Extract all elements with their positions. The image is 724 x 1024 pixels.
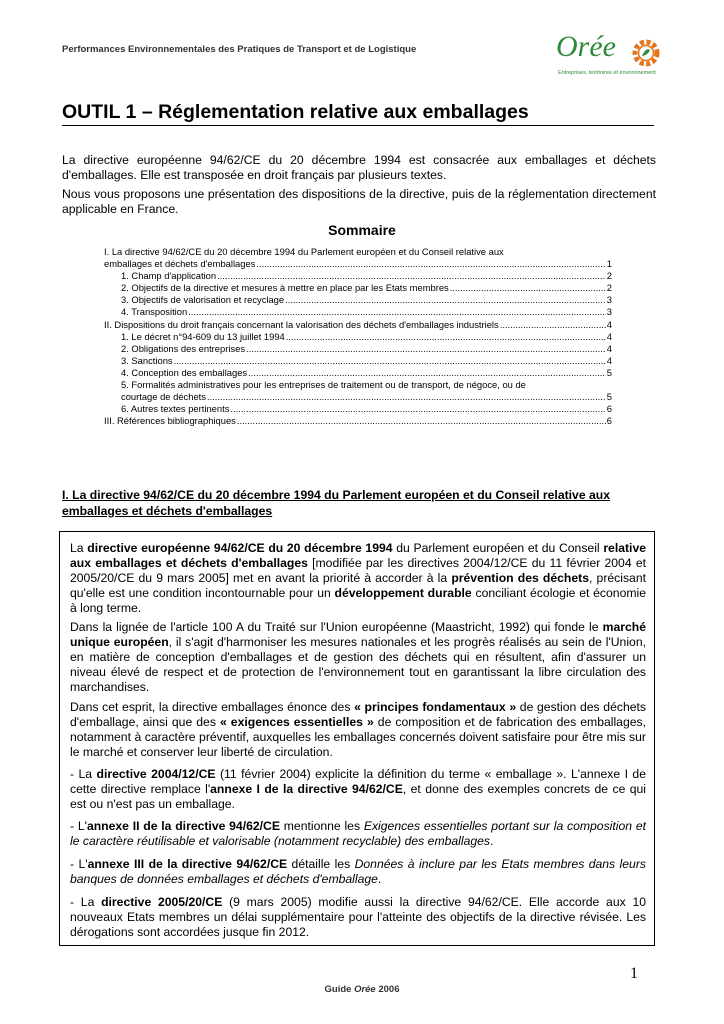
toc-leader (174, 355, 606, 367)
toc-leader (188, 306, 606, 318)
toc-wrap-line[interactable]: 5. Formalités administratives pour les entreprises de traitement ou de transport, de négoce, ou de (121, 379, 526, 391)
toc-page-number: 4 (606, 330, 612, 342)
directive-summary-box (59, 531, 655, 946)
toc-leader (286, 331, 606, 343)
toc-entry[interactable] (104, 270, 612, 282)
toc-entry[interactable] (104, 331, 612, 343)
toc-leader (237, 415, 606, 427)
toc-page-number: 4 (606, 318, 612, 330)
toc-entry-text: 2. Objectifs de la directive et mesures à mettre en place par les Etats membres (121, 282, 449, 294)
toc-entry-text: 6. Autres textes pertinents (121, 403, 230, 415)
table-of-contents (104, 246, 612, 427)
toc-leader (248, 367, 606, 379)
box-paragraph-2: Dans la lignée de l'article 100 A du Traité sur l'Union européenne (Maastricht, 1992) qui fonde le marché unique européen, il s'agit d'harmoniser les mesures nationales et les progrès réalisés au sein de l'Union, en matière de conception d'emballages et de gestion des déchets qui en résultent, afin d'assurer un niveau élevé de respect et de protection de l'environnement tout en garantissant la libre circulation des marchandises. (70, 620, 646, 694)
toc-entry[interactable] (104, 403, 612, 415)
toc-entry[interactable] (104, 258, 612, 270)
logo-wordmark: Orée (556, 30, 616, 63)
toc-entry-text: 4. Conception des emballages (121, 366, 248, 378)
toc-entry[interactable] (104, 367, 612, 379)
toc-page-number: 6 (606, 415, 612, 427)
toc-entry-text: emballages et déchets d'emballages (104, 258, 256, 270)
toc-page-number: 1 (606, 258, 612, 270)
toc-page-number: 4 (606, 354, 612, 366)
toc-page-number: 2 (606, 282, 612, 294)
toc-page-number: 5 (606, 391, 612, 403)
toc-entry-text: III. Références bibliographiques (104, 415, 236, 427)
toc-page-number: 3 (606, 306, 612, 318)
box-paragraph-6: - L'annexe III de la directive 94/62/CE détaille les Données à inclure par les Etats membres dans leurs banques de données emballages et déchets d'emballage. (70, 857, 646, 886)
toc-leader (217, 270, 606, 282)
toc-entry[interactable] (104, 415, 612, 427)
toc-page-number: 2 (606, 270, 612, 282)
toc-entry-text: 3. Objectifs de valorisation et recyclage (121, 294, 285, 306)
toc-leader (500, 319, 606, 331)
toc-entry[interactable] (104, 282, 612, 294)
toc-entry[interactable] (104, 306, 612, 318)
toc-entry[interactable] (104, 294, 612, 306)
toc-leader (246, 343, 606, 355)
toc-page-number: 5 (606, 366, 612, 378)
page-title: OUTIL 1 – Réglementation relative aux emballages (62, 101, 654, 126)
box-paragraph-5: - L'annexe II de la directive 94/62/CE mentionne les Exigences essentielles portant sur la composition et le caractère réutilisable et valorisable (notamment recyclable) des emballages. (70, 819, 646, 848)
toc-entry[interactable] (104, 391, 612, 403)
box-paragraph-4: - La directive 2004/12/CE (11 février 2004) explicite la définition du terme « emballage ». L'annexe I de cette directive remplace l'annexe I de la directive 94/62/CE, et donne des exemples concrets de ce qui est ou n'est pas un emballage. (70, 767, 647, 811)
intro-paragraph-2: Nous vous proposons une présentation des dispositions de la directive, puis de la réglementation directement applicable en France. (62, 187, 656, 216)
toc-entry-text: courtage de déchets (121, 391, 206, 403)
page-number: 1 (630, 965, 638, 982)
running-header: Performances Environnementales des Pratiques de Transport et de Logistique (62, 44, 417, 55)
toc-entry-text: 4. Transposition (121, 306, 188, 318)
intro-paragraph-1: La directive européenne 94/62/CE du 20 décembre 1994 est consacrée aux emballages et déchets d'emballages. Elle est transposée en droit français par plusieurs textes. (62, 153, 656, 182)
toc-entry[interactable] (104, 355, 612, 367)
toc-entry-text: 1. Champ d'application (121, 270, 217, 282)
box-paragraph-7: - La directive 2005/20/CE (9 mars 2005) modifie aussi la directive 94/62/CE. Elle accorde aux 10 nouveaux Etats membres un délai supplémentaire pour l'atteinte des objectifs de la directive révisée. Les dérogations sont accordées jusque fin 2012. (70, 895, 646, 939)
toc-entry-text: 3. Sanctions (121, 354, 173, 366)
sommaire-title: Sommaire (328, 222, 396, 238)
toc-entry-text: 2. Obligations des entreprises (121, 342, 246, 354)
toc-leader (230, 403, 605, 415)
toc-first-line[interactable]: I. La directive 94/62/CE du 20 décembre 1994 du Parlement européen et du Conseil relative aux (104, 246, 504, 257)
toc-entry-text: II. Dispositions du droit français concernant la valorisation des déchets d'emballages industriels (104, 318, 499, 330)
toc-page-number: 3 (606, 294, 612, 306)
oree-logo (556, 30, 666, 84)
logo-tagline: Entreprises, territoires et environnement (558, 70, 656, 76)
toc-entry[interactable] (104, 319, 612, 331)
section-heading: I. La directive 94/62/CE du 20 décembre 1994 du Parlement européen et du Conseil relative aux emballages et déchets d'emballages (62, 488, 610, 518)
toc-leader (285, 294, 606, 306)
toc-entry[interactable] (104, 343, 612, 355)
box-paragraph-1: La directive européenne 94/62/CE du 20 décembre 1994 du Parlement européen et du Conseil relative aux emballages et déchets d'emballages [modifiée par les directives 2004/12/CE du 11 février 2004 et 2005/20/CE du 9 mars 2005] met en avant la priorité à accorder à la prévention des déchets, précisant qu'elle est une condition incontournable pour un développement durable conciliant écologie et économie à long terme. (70, 541, 647, 615)
box-paragraph-3: Dans cet esprit, la directive emballages énonce des « principes fondamentaux » de gestion des déchets d'emballage, ainsi que des « exigences essentielles » de composition et de fabrication des emballages, notamment à caractère préventif, auxquelles les emballages concernés doivent satisfaire pour être mis sur le marché et conserver leur liberté de circulation. (70, 700, 646, 759)
toc-leader (207, 391, 606, 403)
toc-page-number: 4 (606, 342, 612, 354)
gear-icon (631, 38, 661, 68)
toc-entry-text: 1. Le décret n°94-609 du 13 juillet 1994 (121, 330, 285, 342)
footer: Guide Orée 2006 (324, 984, 400, 995)
toc-page-number: 6 (606, 403, 612, 415)
toc-leader (256, 258, 605, 270)
toc-leader (450, 282, 606, 294)
